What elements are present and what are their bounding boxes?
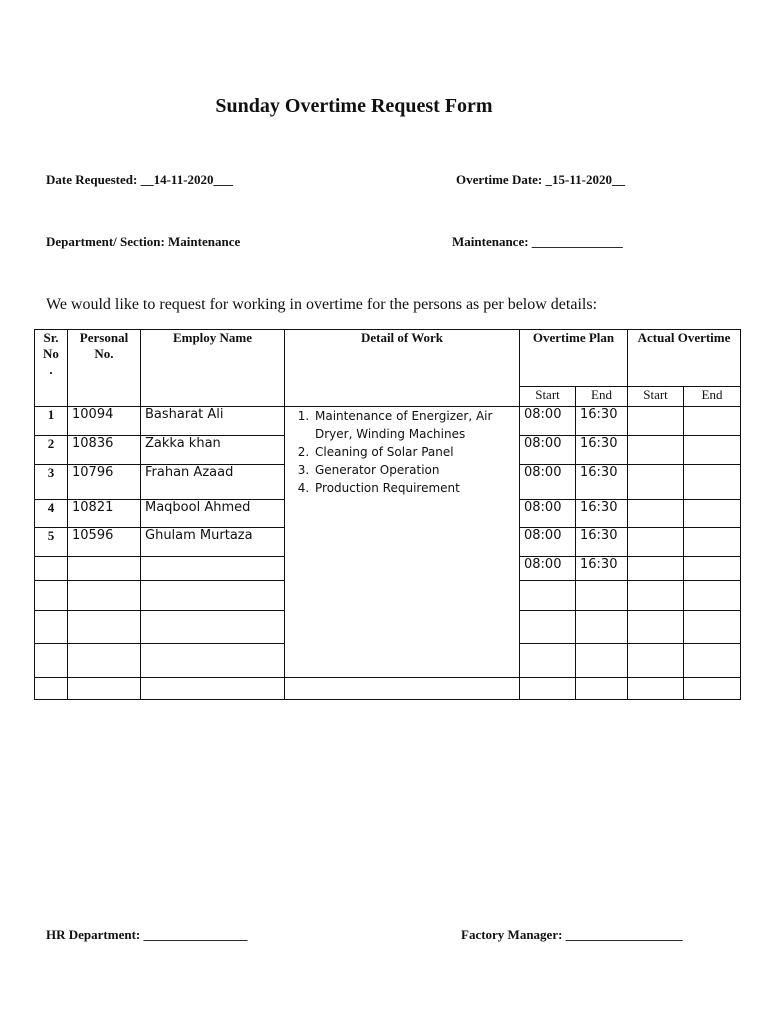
overtime-date-field: Overtime Date: _15-11-2020__ bbox=[456, 172, 625, 187]
plan-start-cell: 08:00 bbox=[520, 557, 576, 581]
actual-start-cell bbox=[628, 611, 684, 644]
actual-start-cell bbox=[628, 436, 684, 465]
personal-no-cell: 10596 bbox=[68, 528, 141, 557]
header-plan-end: End bbox=[576, 387, 628, 407]
work-item: 4. Production Requirement bbox=[313, 479, 515, 497]
header-plan-start: Start bbox=[520, 387, 576, 407]
plan-end-cell: 16:30 bbox=[576, 465, 628, 500]
sr-cell: 4 bbox=[35, 500, 68, 528]
header-sr-no bbox=[35, 330, 68, 407]
plan-start-cell: 08:00 bbox=[520, 436, 576, 465]
personal-no-cell bbox=[68, 678, 141, 700]
detail-of-work-cell bbox=[285, 407, 520, 678]
actual-end-cell bbox=[684, 644, 741, 678]
personal-no-cell: 10821 bbox=[68, 500, 141, 528]
plan-end-cell: 16:30 bbox=[576, 436, 628, 465]
work-item: 2. Cleaning of Solar Panel bbox=[313, 443, 515, 461]
hr-department-signature: HR Department: ________________ bbox=[46, 927, 248, 942]
table-body bbox=[35, 330, 741, 700]
personal-no-cell bbox=[68, 581, 141, 611]
actual-start-cell bbox=[628, 528, 684, 557]
plan-end-cell bbox=[576, 611, 628, 644]
actual-end-cell bbox=[684, 407, 741, 436]
plan-end-cell bbox=[576, 581, 628, 611]
plan-start-cell bbox=[520, 678, 576, 700]
name-cell: Frahan Azaad bbox=[141, 465, 285, 500]
header-actual-start: Start bbox=[628, 387, 684, 407]
header-employ-name: Employ Name bbox=[141, 330, 285, 407]
actual-end-cell bbox=[684, 678, 741, 700]
plan-start-cell: 08:00 bbox=[520, 528, 576, 557]
actual-start-cell bbox=[628, 407, 684, 436]
plan-start-cell bbox=[520, 644, 576, 678]
actual-start-cell bbox=[628, 465, 684, 500]
plan-end-cell: 16:30 bbox=[576, 557, 628, 581]
actual-end-cell bbox=[684, 436, 741, 465]
work-item: 1. Maintenance of Energizer, Air Dryer, Winding Machines bbox=[313, 407, 515, 443]
personal-no-cell: 10796 bbox=[68, 465, 141, 500]
table-row bbox=[35, 678, 741, 700]
name-cell bbox=[141, 611, 285, 644]
name-cell: Basharat Ali bbox=[141, 407, 285, 436]
plan-start-cell bbox=[520, 611, 576, 644]
name-cell: Zakka khan bbox=[141, 436, 285, 465]
sr-cell: 1 bbox=[35, 407, 68, 436]
overtime-table bbox=[34, 329, 741, 700]
actual-end-cell bbox=[684, 465, 741, 500]
sr-cell bbox=[35, 678, 68, 700]
actual-start-cell bbox=[628, 500, 684, 528]
header-row bbox=[35, 330, 741, 387]
name-cell bbox=[141, 678, 285, 700]
actual-end-cell bbox=[684, 611, 741, 644]
actual-end-cell bbox=[684, 528, 741, 557]
work-item: 3. Generator Operation bbox=[313, 461, 515, 479]
maintenance-field: Maintenance: ______________ bbox=[452, 234, 623, 249]
sr-cell: 3 bbox=[35, 465, 68, 500]
actual-start-cell bbox=[628, 678, 684, 700]
date-requested-field: Date Requested: __14-11-2020___ bbox=[46, 172, 234, 187]
plan-end-cell bbox=[576, 678, 628, 700]
actual-start-cell bbox=[628, 557, 684, 581]
actual-end-cell bbox=[684, 500, 741, 528]
header-detail-of-work: Detail of Work bbox=[285, 330, 520, 407]
form-title: Sunday Overtime Request Form bbox=[215, 95, 493, 117]
personal-no-cell: 10094 bbox=[68, 407, 141, 436]
plan-start-cell: 08:00 bbox=[520, 407, 576, 436]
table-row bbox=[35, 407, 741, 436]
header-overtime-plan: Overtime Plan bbox=[520, 330, 628, 387]
sr-cell bbox=[35, 581, 68, 611]
header-actual-end: End bbox=[684, 387, 741, 407]
plan-end-cell: 16:30 bbox=[576, 500, 628, 528]
plan-end-cell: 16:30 bbox=[576, 528, 628, 557]
personal-no-cell bbox=[68, 644, 141, 678]
work-list bbox=[289, 407, 515, 497]
plan-start-cell bbox=[520, 581, 576, 611]
sr-cell bbox=[35, 644, 68, 678]
sr-cell bbox=[35, 611, 68, 644]
personal-no-cell: 10836 bbox=[68, 436, 141, 465]
header-actual-overtime: Actual Overtime bbox=[628, 330, 741, 387]
name-cell: Ghulam Murtaza bbox=[141, 528, 285, 557]
actual-end-cell bbox=[684, 557, 741, 581]
factory-manager-signature: Factory Manager: __________________ bbox=[461, 927, 683, 942]
sr-cell bbox=[35, 557, 68, 581]
name-cell bbox=[141, 557, 285, 581]
sr-cell: 5 bbox=[35, 528, 68, 557]
plan-start-cell: 08:00 bbox=[520, 465, 576, 500]
plan-end-cell bbox=[576, 644, 628, 678]
department-field: Department/ Section: Maintenance bbox=[46, 234, 241, 249]
name-cell bbox=[141, 644, 285, 678]
personal-no-cell bbox=[68, 557, 141, 581]
actual-end-cell bbox=[684, 581, 741, 611]
header-sr-line1: Sr. bbox=[43, 330, 59, 345]
intro-text: We would like to request for working in overtime for the persons as per below details: bbox=[46, 296, 598, 313]
plan-start-cell: 08:00 bbox=[520, 500, 576, 528]
header-sr-line3: . bbox=[49, 362, 53, 377]
actual-start-cell bbox=[628, 644, 684, 678]
name-cell bbox=[141, 581, 285, 611]
plan-end-cell: 16:30 bbox=[576, 407, 628, 436]
header-sr-line2: No bbox=[43, 346, 59, 361]
personal-no-cell bbox=[68, 611, 141, 644]
name-cell: Maqbool Ahmed bbox=[141, 500, 285, 528]
sr-cell: 2 bbox=[35, 436, 68, 465]
header-personal-no: Personal No. bbox=[68, 330, 141, 407]
detail-of-work-cell bbox=[285, 678, 520, 700]
actual-start-cell bbox=[628, 581, 684, 611]
